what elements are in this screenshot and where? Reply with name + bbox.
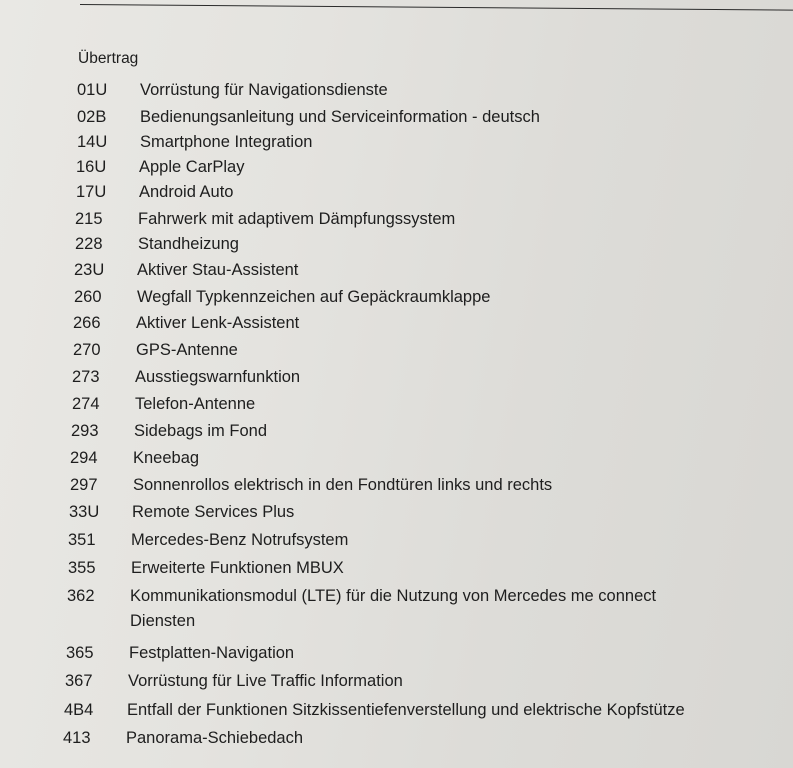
option-description: Bedienungsanleitung und Serviceinformation - deutsch xyxy=(140,108,540,126)
option-description: Fahrwerk mit adaptivem Dämpfungssystem xyxy=(138,210,456,228)
option-description: Festplatten-Navigation xyxy=(129,644,295,662)
option-code: 297 xyxy=(70,476,98,494)
option-description: Vorrüstung für Live Traffic Information xyxy=(128,672,403,690)
option-code: 17U xyxy=(76,183,107,201)
option-description-continuation: Diensten xyxy=(130,612,196,630)
option-code: 4B4 xyxy=(64,701,94,719)
option-code: 274 xyxy=(72,395,100,413)
option-description: GPS-Antenne xyxy=(136,341,238,359)
option-code: 270 xyxy=(73,341,101,359)
option-description: Kommunikationsmodul (LTE) für die Nutzung von Mercedes me connect xyxy=(130,587,657,605)
option-code: 293 xyxy=(71,422,99,440)
option-code: 01U xyxy=(77,81,108,99)
option-code: 273 xyxy=(72,368,100,386)
option-code: 355 xyxy=(68,559,96,577)
option-description: Sonnenrollos elektrisch in den Fondtüren links und rechts xyxy=(133,476,553,494)
option-description: Erweiterte Funktionen MBUX xyxy=(131,559,344,577)
option-description: Telefon-Antenne xyxy=(135,395,256,413)
option-description: Smartphone Integration xyxy=(140,133,313,151)
option-description: Android Auto xyxy=(139,183,234,201)
option-code: 351 xyxy=(68,531,96,549)
option-code: 294 xyxy=(70,449,98,467)
option-code: 16U xyxy=(76,158,107,176)
option-code: 02B xyxy=(77,108,107,126)
option-description: Mercedes-Benz Notrufsystem xyxy=(131,531,349,549)
option-description: Remote Services Plus xyxy=(132,503,295,521)
option-code: 228 xyxy=(75,235,103,253)
option-description: Aktiver Lenk-Assistent xyxy=(136,314,300,332)
option-description: Ausstiegswarnfunktion xyxy=(135,368,301,386)
option-code: 367 xyxy=(65,672,93,690)
option-description: Standheizung xyxy=(138,235,239,253)
option-description: Apple CarPlay xyxy=(139,158,245,176)
option-code: 215 xyxy=(75,210,103,228)
option-code: 266 xyxy=(73,314,101,332)
option-code: 33U xyxy=(69,503,100,521)
option-description: Panorama-Schiebedach xyxy=(126,729,304,747)
option-code: 365 xyxy=(66,644,94,662)
option-description: Sidebags im Fond xyxy=(134,422,267,440)
option-code: 260 xyxy=(74,288,102,306)
option-description: Vorrüstung für Navigationsdienste xyxy=(140,81,388,99)
option-description: Entfall der Funktionen Sitzkissentiefenverstellung und elektrische Kopfstütze xyxy=(127,701,685,719)
option-code: 14U xyxy=(77,133,108,151)
option-code: 23U xyxy=(74,261,105,279)
option-description: Kneebag xyxy=(133,449,200,467)
option-code: 362 xyxy=(67,587,95,605)
carry-over-heading: Übertrag xyxy=(78,50,139,67)
option-code: 413 xyxy=(63,729,91,747)
option-description: Aktiver Stau-Assistent xyxy=(137,261,299,279)
option-description: Wegfall Typkennzeichen auf Gepäckraumklappe xyxy=(137,288,491,306)
